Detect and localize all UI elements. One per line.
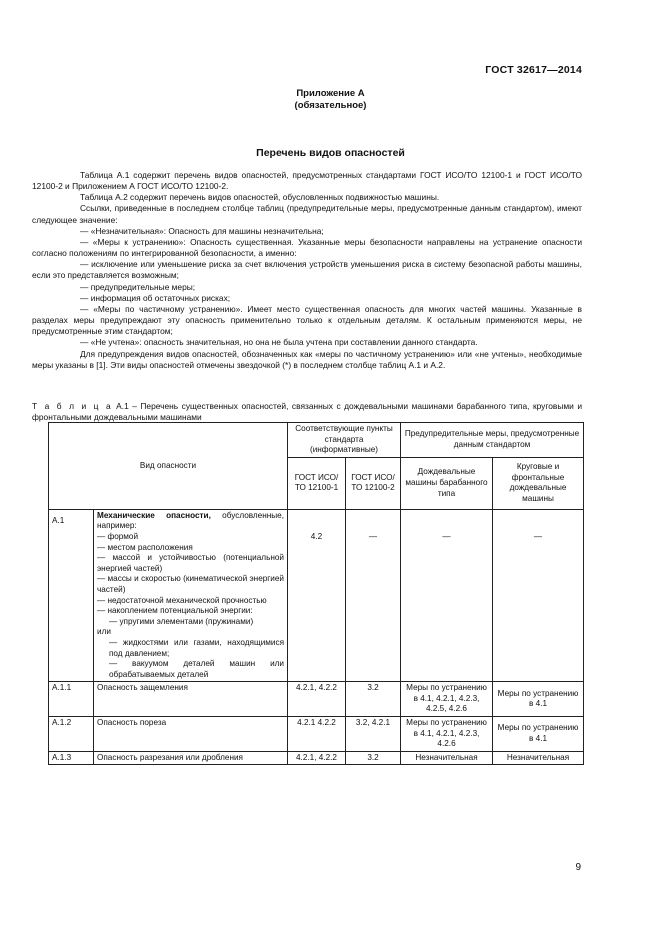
list-item: — упругими элементами (пружинами): [109, 616, 254, 626]
annex-title: Приложение А: [296, 88, 365, 99]
paragraph: — «Меры по частичному устранению». Имеет место существенная опасность для многих частей машины. Указанные в разделах меры предупреждают эту опасность применительно только к отдельным деталям. К остальным применяются меры, не предусмотренные этим стандартом;: [32, 303, 582, 337]
group-title: Механические опасности,: [97, 510, 211, 520]
row-hazard: [94, 509, 288, 682]
list-item: — накоплением потенциальной энергии:: [97, 606, 253, 616]
table-caption: [32, 401, 582, 423]
row-id: А.1: [49, 509, 94, 682]
row-gost-12100-2: 3.2: [346, 751, 401, 765]
paragraph: Ссылки, приведенные в последнем столбце таблиц (предупредительные меры, предусмотренные данным стандартом), имеют следующее значение:: [32, 203, 582, 225]
list-item: — массы и скоростью (кинематической энергией частей): [97, 574, 284, 594]
row-gost-12100-2: 3.2: [346, 682, 401, 717]
table-row: [49, 509, 584, 682]
table-caption-text: А.1 – Перечень существенных опасностей, связанных с дождевальными машинами барабанного типа, круговыми и фронтальными дождевальными машинами: [32, 401, 582, 422]
header-drum-machines: Дождевальные машины барабанного типа: [401, 457, 493, 509]
row-circular: Меры по устранению в 4.1: [493, 682, 584, 717]
group-title-rest: обусловленные, например:: [97, 510, 284, 531]
section-title: Перечень видов опасностей: [256, 147, 405, 159]
row-hazard: Опасность пореза: [94, 717, 288, 752]
header-measures-group: Предупредительные меры, предусмотренные данным стандартом: [401, 423, 584, 458]
annex-subtitle: (обязательное): [294, 100, 367, 111]
row-gost-12100-1: 4.2: [288, 509, 346, 682]
row-hazard: Опасность защемления: [94, 682, 288, 717]
row-gost-12100-2: —: [346, 509, 401, 682]
group-title-line: [97, 511, 284, 532]
row-circular: —: [493, 509, 584, 682]
paragraph: Таблица А.1 содержит перечень видов опасностей, предусмотренных стандартами ГОСТ ИСО/ТО 12100-1 и ГОСТ ИСО/ТО 12100-2 и Приложением А ГОСТ ИСО/ТО 12100-2.: [32, 170, 582, 192]
annex-heading: [0, 88, 661, 112]
list-item: — местом расположения: [97, 542, 193, 552]
list-item: или: [97, 627, 111, 637]
row-drum: Незначительная: [401, 751, 493, 765]
row-id: А.1.2: [49, 717, 94, 752]
header-compliance-group: Соответствующие пункты стандарта (информативные): [288, 423, 401, 458]
list-item: — недостаточной механической прочностью: [97, 595, 267, 605]
paragraph: — исключение или уменьшение риска за счет включения устройств уменьшения риска в систему безопасной работы машины, если это представляется возможным;: [32, 259, 582, 281]
table-row: [49, 682, 584, 717]
body-text: [32, 170, 582, 371]
paragraph: Для предупреждения видов опасностей, обозначенных как «меры по частичному устранению» или «не учтены», необходимые меры указаны в [1]. Эти виды опасностей отмечены звездочкой (*) в последнем столбце таблиц А.1 и А.2.: [32, 348, 582, 370]
row-drum: —: [401, 509, 493, 682]
list-item: — формой: [97, 531, 139, 541]
row-drum: Меры по устранению в 4.1, 4.2.1, 4.2.3, 4.2.5, 4.2.6: [401, 682, 493, 717]
header-gost-12100-1: ГОСТ ИСО/ТО 12100-1: [288, 457, 346, 509]
paragraph: — «Не учтена»: опасность значительная, но она не была учтена при составлении данного стандарта.: [80, 337, 478, 348]
document-code: ГОСТ 32617—2014: [485, 64, 582, 76]
row-id: А.1.3: [49, 751, 94, 765]
paragraph: Таблица А.2 содержит перечень видов опасностей, обусловленных подвижностью машины.: [80, 192, 440, 203]
list-item: — жидкостями или газами, находящимися под давлением;: [109, 637, 284, 658]
list-item: — массой и устойчивостью (потенциальной энергией частей): [97, 553, 284, 573]
table-caption-label: Т а б л и ц а: [32, 401, 113, 411]
row-gost-12100-2: 3.2, 4.2.1: [346, 717, 401, 752]
row-id: А.1.1: [49, 682, 94, 717]
list-item: — вакуумом деталей машин или обрабатываемых деталей: [109, 659, 284, 679]
row-drum: Меры по устранению в 4.1, 4.2.1, 4.2.3, 4.2.6: [401, 717, 493, 752]
paragraph: — «Меры к устранению»: Опасность существенная. Указанные меры безопасности направлены на устранение опасности согласно положениям по интегрированной безопасности, а именно:: [32, 236, 582, 259]
row-hazard: Опасность разрезания или дробления: [94, 751, 288, 765]
table-header-row: [49, 423, 584, 458]
row-gost-12100-1: 4.2.1 4.2.2: [288, 717, 346, 752]
table-row: [49, 717, 584, 752]
table-row: [49, 751, 584, 765]
header-gost-12100-2: ГОСТ ИСО/ТО 12100-2: [346, 457, 401, 509]
row-circular: Меры по устранению в 4.1: [493, 717, 584, 752]
header-circular-machines: Круговые и фронтальные дождевальные машины: [493, 457, 584, 509]
paragraph: — «Незначительная»: Опасность для машины незначительна;: [80, 225, 324, 236]
row-circular: Незначительная: [493, 751, 584, 765]
row-gost-12100-1: 4.2.1, 4.2.2: [288, 751, 346, 765]
header-hazard-type: Вид опасности: [49, 423, 288, 510]
paragraph: — предупредительные меры;: [80, 281, 196, 292]
hazards-table: [48, 422, 584, 765]
page-number: 9: [575, 862, 581, 873]
row-gost-12100-1: 4.2.1, 4.2.2: [288, 682, 346, 717]
paragraph: — информация об остаточных рисках;: [80, 292, 231, 303]
